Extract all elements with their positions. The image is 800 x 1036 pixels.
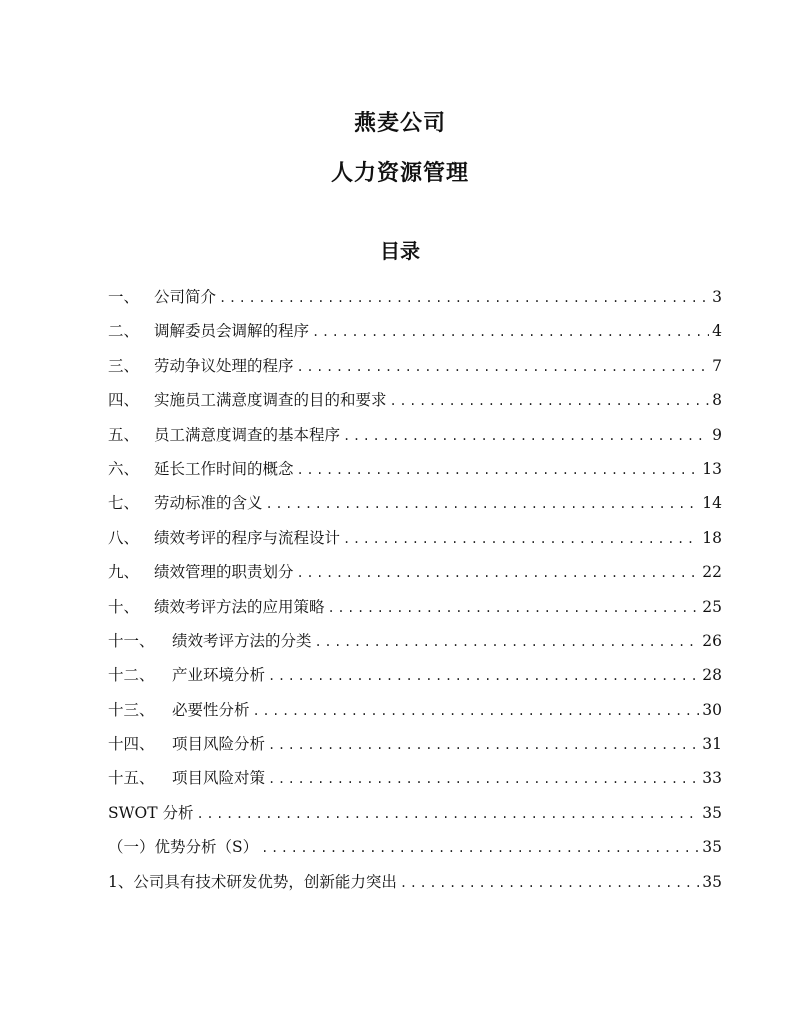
toc-dot-leader: [268, 764, 699, 794]
toc-entry[interactable]: [108, 798, 722, 832]
toc-entry-number: 十、: [108, 597, 140, 616]
toc-entry-page: 22: [702, 563, 722, 582]
toc-entry-title: （一）优势分析（S）: [108, 838, 259, 857]
toc-entry-number: 四、: [108, 391, 140, 410]
toc-entry[interactable]: [108, 695, 722, 729]
toc-entry-page: 7: [712, 356, 722, 375]
toc-entry[interactable]: [108, 660, 722, 694]
toc-dot-leader: [315, 627, 700, 657]
toc-entry-number: 十四、: [108, 735, 155, 754]
document-title: 人力资源管理: [330, 160, 469, 186]
toc-dot-leader: [312, 317, 709, 347]
toc-entry[interactable]: [108, 832, 722, 866]
toc-entry-page: 31: [702, 735, 722, 754]
toc-entry-number: 十五、: [108, 769, 155, 788]
toc-entry-title: 必要性分析: [172, 700, 250, 719]
toc-dot-leader: [400, 868, 699, 898]
toc-entry-title: 1、公司具有技术研发优势，创新能力突出: [108, 872, 397, 891]
toc-entry-title: 调解委员会调解的程序: [154, 322, 310, 341]
toc-entry-title: SWOT 分析: [108, 803, 194, 822]
toc-entry-page: 9: [712, 425, 722, 444]
toc-heading: 目录: [380, 239, 420, 263]
toc-dot-leader: [328, 593, 700, 623]
toc-dot-leader: [266, 489, 700, 519]
toc-dot-leader: [219, 283, 709, 313]
toc-entry-number: 二、: [108, 322, 140, 341]
toc-entry-page: 35: [702, 872, 722, 891]
toc-entry[interactable]: [108, 420, 722, 454]
toc-entry-title: 公司简介: [154, 288, 217, 306]
toc-entry[interactable]: [108, 763, 722, 797]
toc-entry-title: 项目风险对策: [172, 769, 266, 788]
toc-dot-leader: [268, 730, 699, 760]
toc-entry-page: 8: [712, 391, 722, 410]
toc-entry[interactable]: [108, 351, 722, 385]
toc-entry-title: 绩效管理的职责划分: [154, 563, 294, 582]
toc-dot-leader: [297, 455, 700, 485]
toc-entry-title: 实施员工满意度调查的目的和要求: [154, 391, 387, 410]
toc-dot-leader: [297, 352, 710, 382]
toc-dot-leader: [197, 799, 700, 829]
toc-entry-page: 26: [702, 631, 722, 650]
toc-entry-number: 一、: [108, 288, 140, 306]
toc-dot-leader: [343, 524, 699, 554]
toc-entry-number: 六、: [108, 459, 140, 478]
toc-entry[interactable]: [108, 592, 722, 626]
toc-entry-page: 25: [702, 597, 722, 616]
toc-entry[interactable]: [108, 385, 722, 419]
toc-dot-leader: [253, 696, 700, 726]
toc-entry-page: 30: [702, 700, 722, 719]
toc-entry[interactable]: [108, 316, 722, 350]
toc-entry-page: 13: [702, 459, 722, 478]
toc-entry-number: 九、: [108, 563, 140, 582]
toc-entry[interactable]: [108, 867, 722, 901]
toc-entry-title: 延长工作时间的概念: [154, 459, 294, 478]
toc-entry-title: 绩效考评的程序与流程设计: [154, 528, 341, 547]
toc-entry-number: 七、: [108, 494, 140, 513]
toc-entry[interactable]: [108, 729, 722, 763]
toc-dot-leader: [268, 661, 699, 691]
toc-entry-title: 绩效考评方法的应用策略: [154, 597, 325, 616]
toc-entry[interactable]: [108, 488, 722, 522]
toc-entry-page: 28: [702, 666, 722, 685]
toc-entry-page: 35: [702, 838, 722, 857]
toc-entry-number: 八、: [108, 528, 140, 547]
toc-entry[interactable]: [108, 523, 722, 557]
table-of-contents: [108, 282, 722, 901]
toc-entry-title: 产业环境分析: [172, 666, 266, 685]
toc-entry[interactable]: [108, 557, 722, 591]
toc-entry-page: 14: [702, 494, 722, 513]
toc-entry-title: 劳动标准的含义: [154, 494, 263, 513]
toc-dot-leader: [343, 421, 709, 451]
toc-entry[interactable]: [108, 282, 722, 316]
toc-entry-page: 3: [712, 288, 722, 306]
toc-dot-leader: [390, 386, 710, 416]
toc-entry-title: 绩效考评方法的分类: [172, 631, 312, 650]
toc-entry-number: 五、: [108, 425, 140, 444]
toc-entry-title: 项目风险分析: [172, 735, 266, 754]
toc-dot-leader: [297, 558, 700, 588]
toc-entry-page: 4: [712, 322, 722, 341]
company-title: 燕麦公司: [353, 110, 446, 136]
toc-entry[interactable]: [108, 454, 722, 488]
toc-entry-number: 十一、: [108, 631, 155, 650]
toc-entry-page: 33: [702, 769, 722, 788]
toc-entry-number: 十二、: [108, 666, 155, 685]
toc-entry-page: 18: [702, 528, 722, 547]
toc-entry-title: 劳动争议处理的程序: [154, 356, 294, 375]
toc-entry-page: 35: [702, 803, 722, 822]
toc-entry-number: 三、: [108, 356, 140, 375]
toc-entry-number: 十三、: [108, 700, 155, 719]
toc-dot-leader: [261, 833, 699, 863]
toc-entry[interactable]: [108, 626, 722, 660]
toc-entry-title: 员工满意度调查的基本程序: [154, 425, 341, 444]
